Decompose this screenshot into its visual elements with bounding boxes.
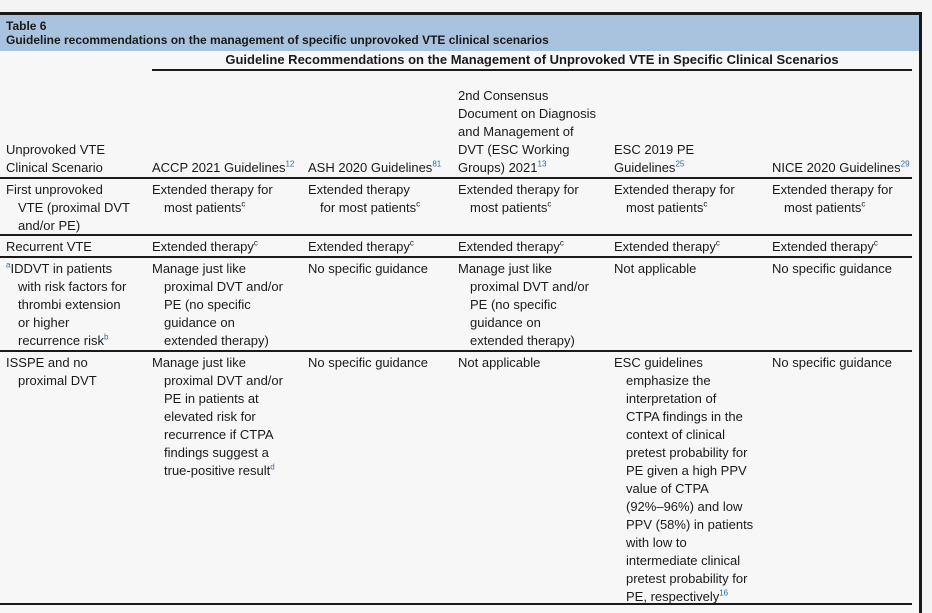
row1-ash: Extended therapy for most patients$^c$ <box>308 182 421 215</box>
row1-scenario: First unprovoked VTE (proximal DVT and/or PE) <box>6 182 130 233</box>
row3-scenario: $^a$IDDVT in patients with risk factors for thrombi extension or higher recurrence risk$^b$ <box>6 260 127 348</box>
row4-ash: No specific guidance <box>308 355 428 370</box>
row3-accp: Manage just like proximal DVT and/or PE (no specific guidance on extended therapy) <box>152 261 283 348</box>
row2-accp: Extended therapy$^c$ <box>152 238 258 254</box>
span-header: Guideline Recommendations on the Management of Unprovoked VTE in Specific Clinical Scenarios <box>225 52 839 67</box>
row1-nice: Extended therapy for most patients$^c$ <box>772 182 893 215</box>
row3-bottom-rule <box>0 350 912 352</box>
row4-esc-pe: ESC guidelines emphasize the interpretation of CTPA findings in the context of clinical pretest probability for PE given a high PPV value of CTPA (92%–96%) and low PPV (58%) in patients with low to intermediate clinical pretest probability for PE, respectively$^{16}$ <box>614 355 754 604</box>
row3-ash: No specific guidance <box>308 261 428 276</box>
col-header-scenario: Unprovoked VTE Clinical Scenario <box>6 142 105 175</box>
row3-esc-dvt: Manage just like proximal DVT and/or PE (no specific guidance on extended therapy) <box>458 261 589 348</box>
row4-scenario: ISSPE and no proximal DVT <box>6 355 97 388</box>
col-header-esc-pe: ESC 2019 PE Guidelines$^{25}$ <box>614 142 695 175</box>
table-title: Guideline recommendations on the management of specific unprovoked VTE clinical scenarios <box>6 33 549 47</box>
header-bottom-rule <box>0 177 912 179</box>
row1-esc-pe: Extended therapy for most patients$^c$ <box>614 182 735 215</box>
row1-bottom-rule <box>0 234 912 236</box>
table-title-bar <box>0 15 919 51</box>
row2-ash: Extended therapy$^c$ <box>308 238 414 254</box>
row2-esc-pe: Extended therapy$^c$ <box>614 238 720 254</box>
row1-accp: Extended therapy for most patients$^c$ <box>152 182 273 215</box>
row2-nice: Extended therapy$^c$ <box>772 238 878 254</box>
span-header-rule <box>152 69 912 71</box>
row3-nice: No specific guidance <box>772 261 892 276</box>
col-header-esc-dvt: 2nd Consensus Document on Diagnosis and Management of DVT (ESC Working Groups) 2021$^{13}$ <box>458 88 597 175</box>
row4-nice: No specific guidance <box>772 355 892 370</box>
row2-bottom-rule <box>0 256 912 258</box>
col-header-nice: NICE 2020 Guidelines$^{29}$ <box>772 159 910 175</box>
row2-scenario: Recurrent VTE <box>6 239 92 254</box>
col-header-ash: ASH 2020 Guidelines$^{81}$ <box>308 159 442 175</box>
row3-esc-pe: Not applicable <box>614 261 697 276</box>
col-header-accp: ACCP 2021 Guidelines$^{12}$ <box>152 159 295 175</box>
row4-accp: Manage just like proximal DVT and/or PE in patients at elevated risk for recurrence if CTPA findings suggest a true-positive result$^d$ <box>152 355 283 478</box>
table-label: Table 6 <box>6 19 47 33</box>
row2-esc-dvt: Extended therapy$^c$ <box>458 238 564 254</box>
table-bottom-rule <box>0 603 912 605</box>
row4-esc-dvt: Not applicable <box>458 355 541 370</box>
row1-esc-dvt: Extended therapy for most patients$^c$ <box>458 182 579 215</box>
